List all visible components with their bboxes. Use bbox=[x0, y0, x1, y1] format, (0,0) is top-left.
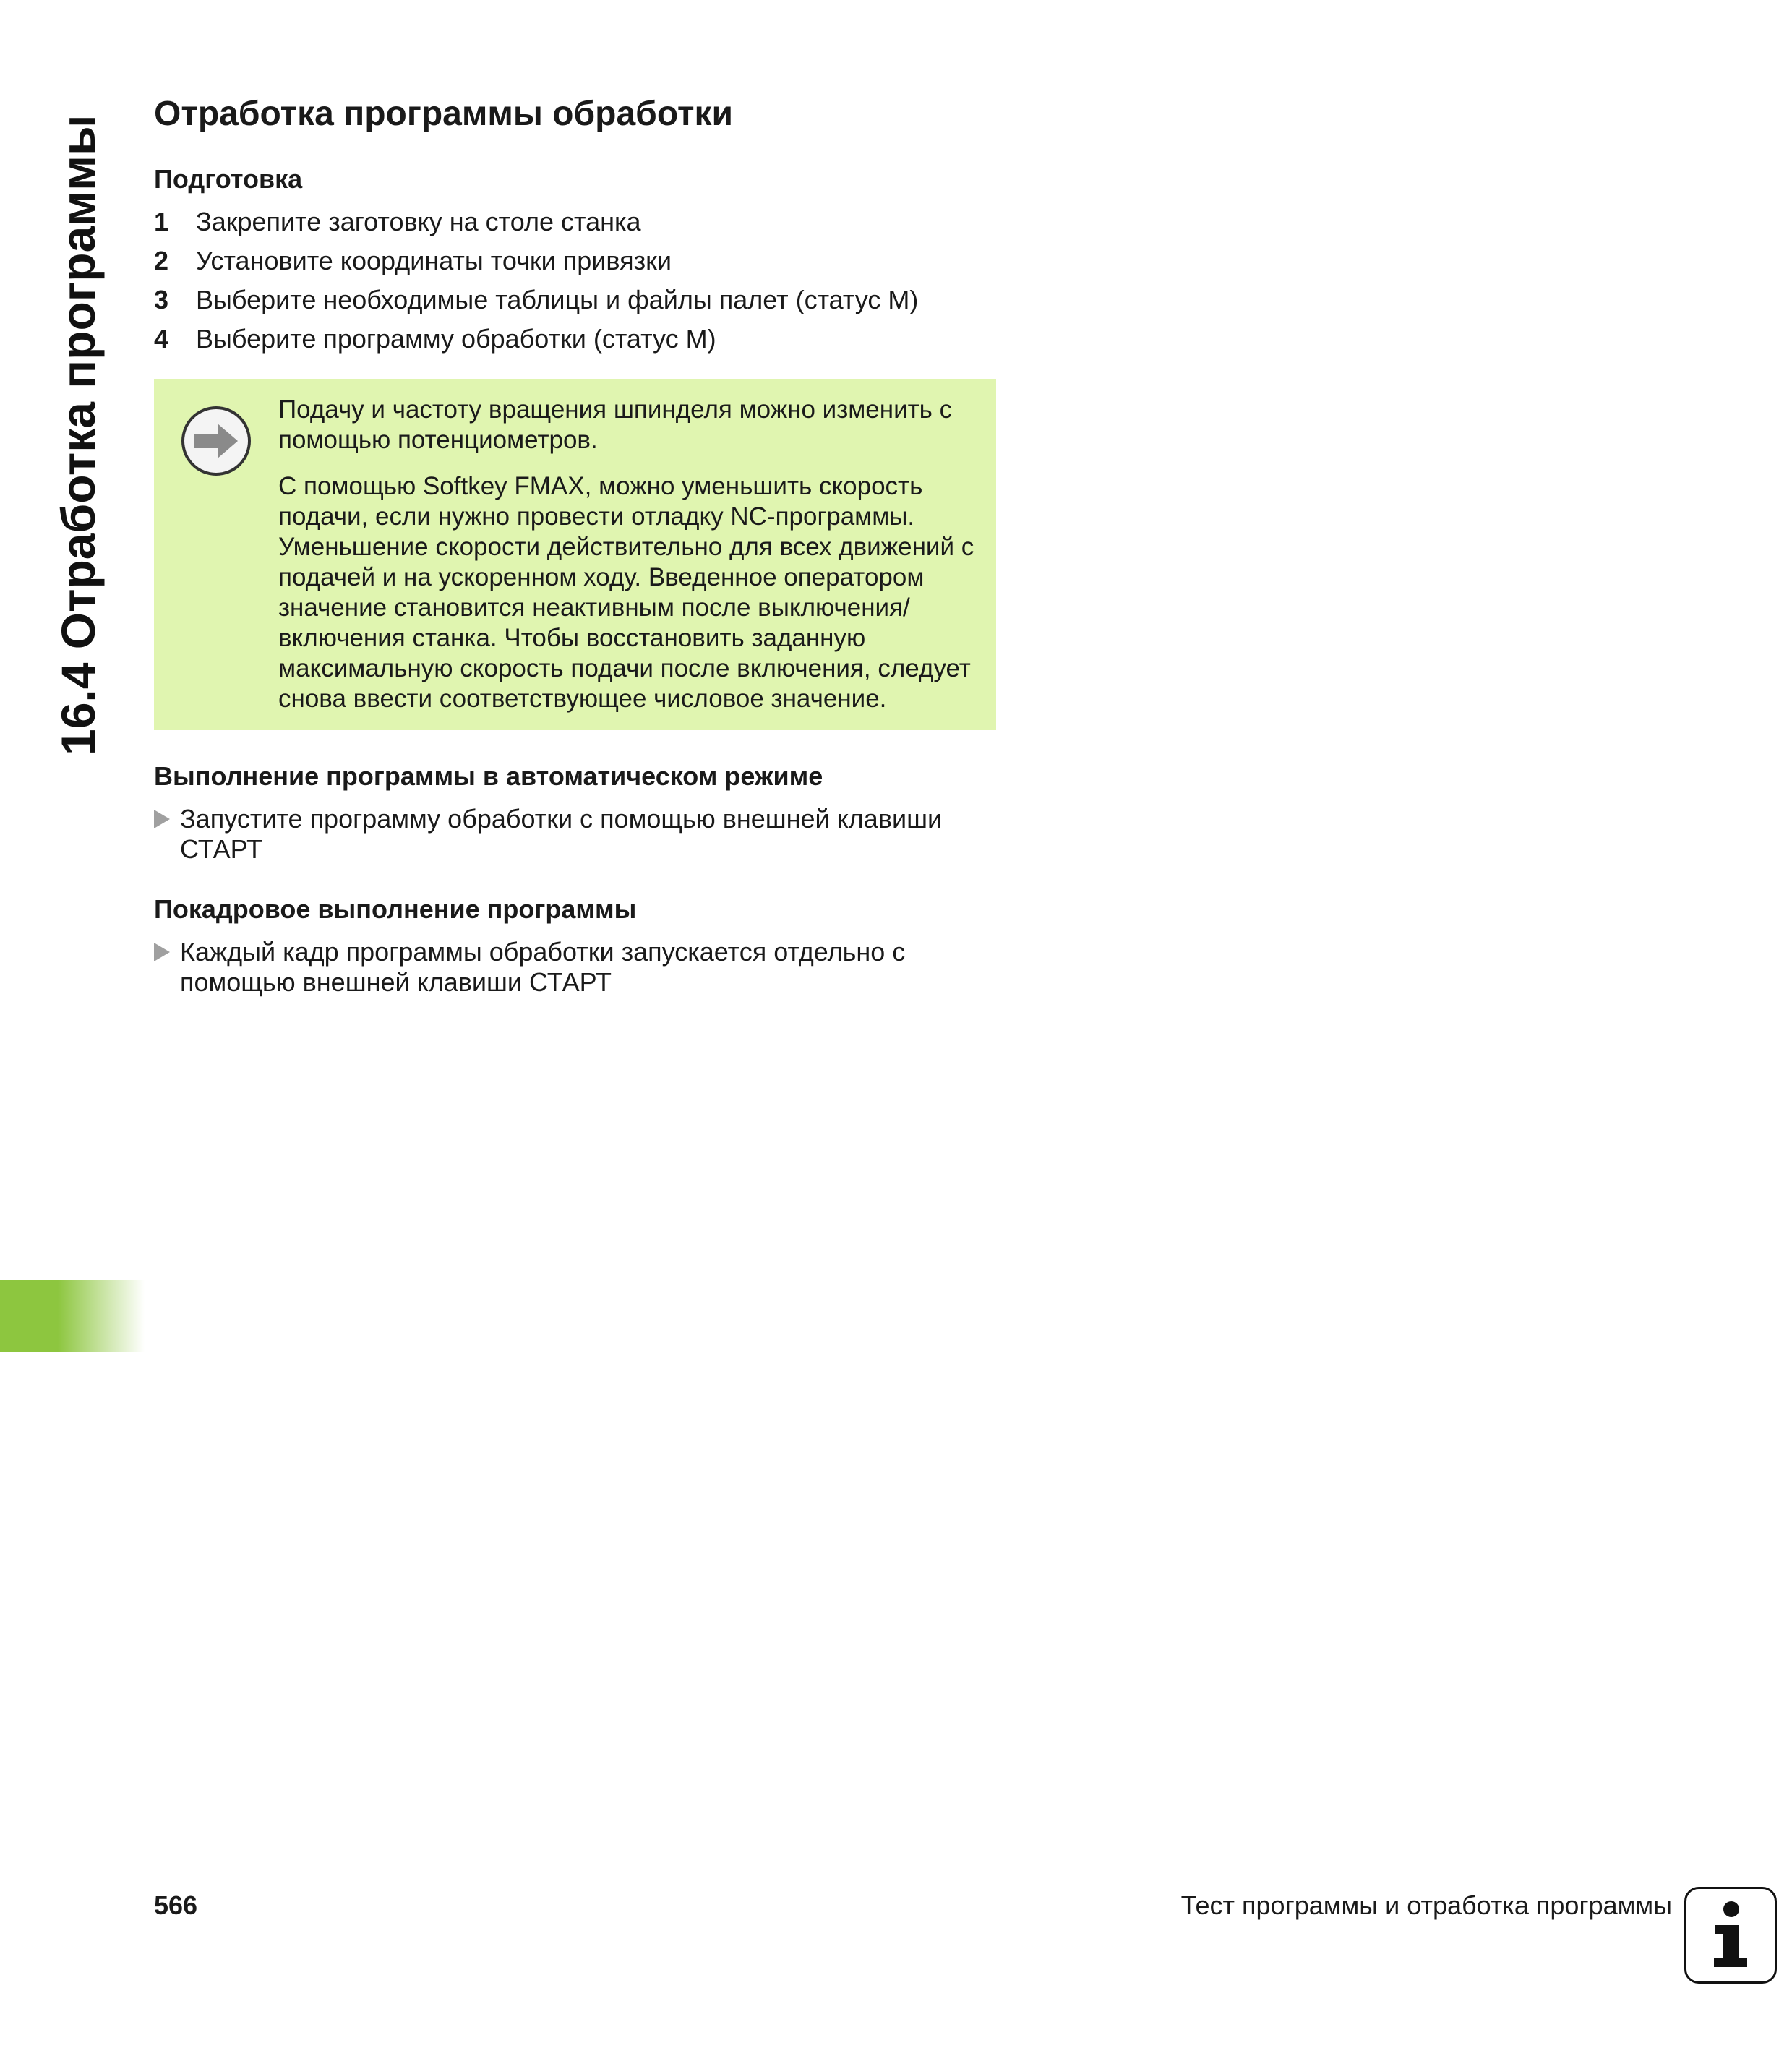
auto-run-instruction bbox=[154, 804, 996, 865]
step-number: 2 bbox=[154, 246, 169, 275]
auto-run-heading: Выполнение программы в автоматическом режиме bbox=[154, 761, 823, 791]
section-side-title: 16.4 Отработка программы bbox=[51, 114, 105, 755]
step-text: Выберите необходимые таблицы и файлы палет (статус M) bbox=[196, 285, 919, 314]
auto-run-text: Запустите программу обработки с помощью внешней клавиши СТАРТ bbox=[180, 804, 943, 864]
single-block-text: Каждый кадр программы обработки запускается отдельно с помощью внешней клавиши СТАРТ bbox=[180, 937, 906, 997]
single-block-heading: Покадровое выполнение программы bbox=[154, 894, 637, 924]
preparation-heading: Подготовка bbox=[154, 164, 303, 194]
preparation-steps bbox=[154, 202, 996, 359]
step-text: Установите координаты точки привязки bbox=[196, 246, 672, 275]
step-item bbox=[154, 241, 996, 280]
triangle-bullet-icon bbox=[154, 943, 170, 961]
note-text bbox=[278, 395, 974, 714]
step-number: 4 bbox=[154, 324, 169, 354]
triangle-bullet-icon bbox=[154, 810, 170, 828]
note-paragraph: С помощью Softkey FMAX, можно уменьшить скорость подачи, если нужно провести отладку NC-программы. Уменьшение скорости действительно для всех движений с подачей и на ускоренном ходу. Введенное оператором значение становится неактивным после выключения/включения станка. Чтобы восстановить заданную максимальную скорость подачи после включения, следует снова ввести соответствующее числовое значение. bbox=[278, 472, 974, 713]
step-number: 1 bbox=[154, 207, 169, 236]
page-number: 566 bbox=[154, 1890, 198, 1920]
page-title: Отработка программы обработки bbox=[154, 95, 733, 133]
step-number: 3 bbox=[154, 285, 169, 314]
arrow-right-icon bbox=[154, 395, 278, 714]
chapter-tab-marker bbox=[0, 1280, 145, 1352]
info-icon bbox=[1684, 1887, 1777, 1984]
note-box bbox=[154, 379, 996, 730]
step-text: Выберите программу обработки (статус M) bbox=[196, 324, 716, 354]
step-item bbox=[154, 202, 996, 241]
single-block-instruction bbox=[154, 937, 996, 998]
step-text: Закрепите заготовку на столе станка bbox=[196, 207, 641, 236]
note-paragraph: Подачу и частоту вращения шпинделя можно изменить с помощью потенциометров. bbox=[278, 395, 953, 454]
main-content bbox=[154, 91, 996, 998]
step-item bbox=[154, 280, 996, 320]
step-item bbox=[154, 320, 996, 359]
footer-chapter-title: Тест программы и отработка программы bbox=[1180, 1890, 1672, 1920]
